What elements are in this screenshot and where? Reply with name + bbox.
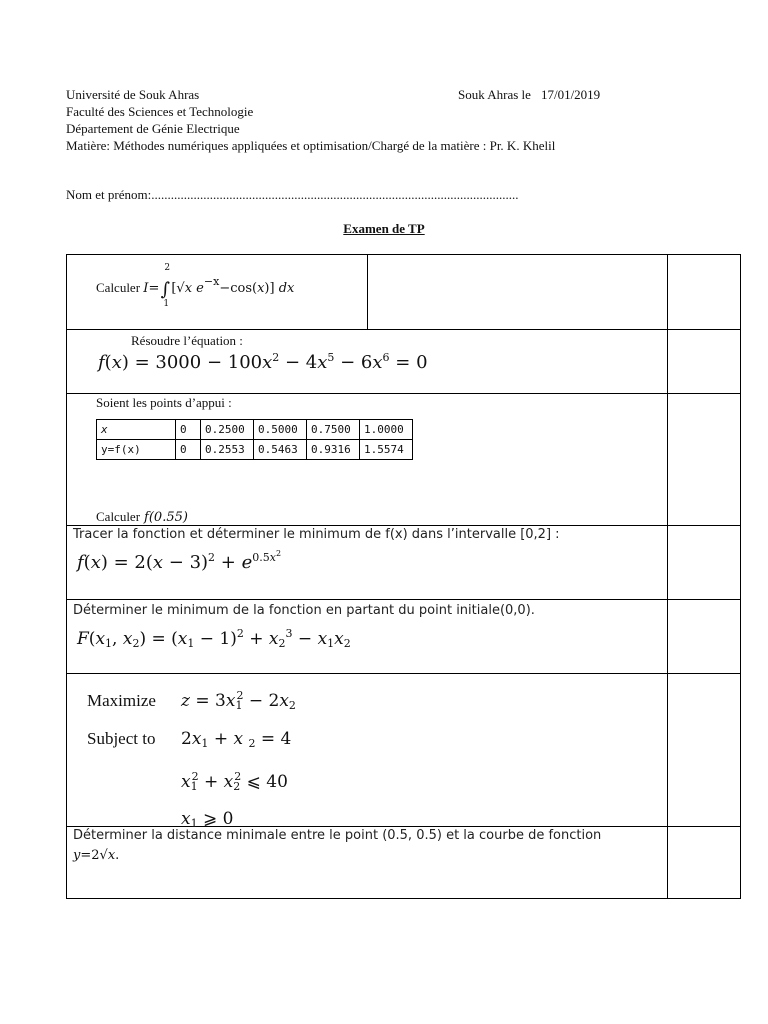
- question-plot-minimum: [67, 525, 667, 599]
- table-cell: 1.5574: [360, 440, 413, 460]
- table-cell: 0.7500: [307, 420, 360, 440]
- date-line: [458, 86, 600, 103]
- subject-line: Matière: Méthodes numériques appliquées et optimisation/Chargé de la matière : Pr. K. Khelil: [66, 138, 556, 153]
- table-header-y: y=f(x): [97, 440, 176, 460]
- university-name: Université de Souk Ahras: [66, 87, 200, 102]
- constraint-1: $2x_1 + x$ $_2$ = 4: [181, 729, 292, 750]
- interpolation-label: Soient les points d’appui :: [96, 395, 232, 410]
- constraint-2: $x_1^2 + x_2^2$ ⩽ 40: [181, 770, 288, 793]
- two-variable-text: Déterminer le minimum de la fonction en partant du point initiale(0,0).: [73, 603, 535, 618]
- equation-label: Résoudre l’équation :: [131, 333, 243, 348]
- grade-column-divider: [667, 255, 668, 898]
- question-interpolation: [67, 393, 667, 525]
- two-variable-formula: $F(x_1$, $x_2) = (x_1 - 1)^2 + x_2^3 - x_1x_2$: [77, 627, 351, 650]
- question-integral: [67, 255, 667, 329]
- table-header-x: x: [97, 420, 176, 440]
- table-cell: 0.2500: [201, 420, 254, 440]
- table-cell: 0: [176, 420, 201, 440]
- table-row: [97, 420, 413, 440]
- curve-formula: y=2√x.: [73, 848, 120, 863]
- integral-label: Calculer: [96, 280, 141, 295]
- question-equation: [67, 329, 667, 393]
- plot-minimum-text: Tracer la fonction et déterminer le minimum de f(x) dans l’intervalle [0,2] :: [73, 527, 560, 542]
- interpolation-ask: Calculer f(0.55): [96, 509, 188, 525]
- place-label: Souk Ahras le: [458, 87, 531, 102]
- equation-formula: $f(x) = 3000 - 100x^2 - 4x^5 - 6x^6 = 0$: [98, 351, 428, 373]
- integral-cell-divider: [367, 255, 368, 329]
- minimal-distance-text: Déterminer la distance minimale entre le point (0.5, 0.5) et la courbe de fonction: [73, 828, 602, 843]
- table-cell: 1.0000: [360, 420, 413, 440]
- page-title: Examen de TP: [343, 221, 425, 236]
- integral-upper-bound: 2: [164, 263, 171, 273]
- constraint-3: $x_1$ ⩾ 0: [181, 809, 234, 830]
- table-cell: 0.2553: [201, 440, 254, 460]
- table-cell: 0.5000: [254, 420, 307, 440]
- integral-lower-bound: 1: [163, 299, 170, 309]
- exam-table: [66, 254, 741, 899]
- table-cell: 0: [176, 440, 201, 460]
- question-two-variable-minimum: [67, 599, 667, 673]
- table-cell: 0.5463: [254, 440, 307, 460]
- question-constrained-optimization: [67, 673, 667, 830]
- table-row: [97, 440, 413, 460]
- table-cell: 0.9316: [307, 440, 360, 460]
- question-minimal-distance: [67, 826, 667, 900]
- name-field: [66, 187, 518, 203]
- name-dots: .................................................................................................................: [151, 187, 519, 202]
- department-name: Département de Génie Electrique: [66, 121, 240, 136]
- maximize-label: Maximize: [87, 691, 156, 710]
- integral-formula: I=∫ 2 1 [√x $e^{-x}-\cos(x)$] dx: [143, 263, 295, 309]
- plot-minimum-formula: $f(x) = 2(x - 3)^2 + e^{0.5x^2}$: [77, 549, 282, 573]
- objective-formula: $z = 3x_1^2 - 2x_2$: [181, 689, 296, 712]
- subject-to-label: Subject to: [87, 729, 156, 748]
- name-label: Nom et prénom:: [66, 187, 152, 202]
- optimization-problem: [87, 679, 296, 840]
- support-points-table: [96, 419, 413, 460]
- exam-date: 17/01/2019: [540, 87, 601, 102]
- faculty-name: Faculté des Sciences et Technologie: [66, 104, 254, 119]
